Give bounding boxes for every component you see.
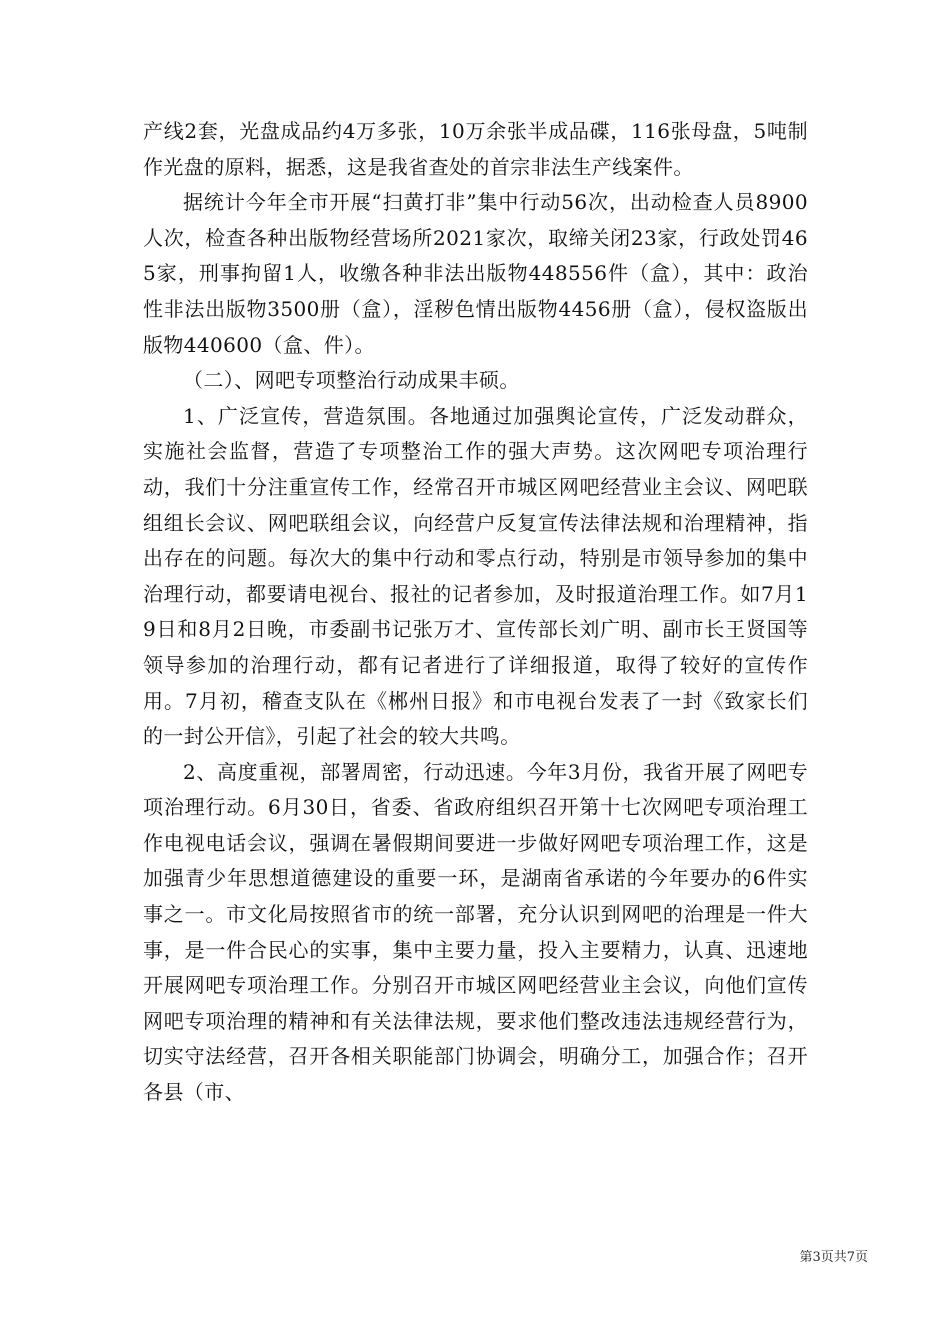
section-heading: （二）、网吧专项整治行动成果丰硕。 (183, 368, 520, 393)
paragraph-continued: 产线2套，光盘成品约4万多张，10万余张半成品碟，116张母盘，5吨制作光盘的原料，据悉，这是我省查处的首宗非法生产线案件。 (143, 119, 808, 179)
document-body (143, 114, 808, 1111)
paragraph-publicity: 1、广泛宣传，营造氛围。各地通过加强舆论宣传，广泛发动群众，实施社会监督，营造了专项整治工作的强大声势。这次网吧专项治理行动，我们十分注重宣传工作，经常召开市城区网吧经营业主会议、网吧联组组长会议、网吧联组会议，向经营户反复宣传法律法规和治理精神，指出存在的问题。每次大的集中行动和零点行动，特别是市领导参加的集中治理行动，都要请电视台、报社的记者参加，及时报道治理工作。如7月19日和8月2日晚，市委副书记张万才、宣传部长刘广明、副市长王贤国等领导参加的治理行动，都有记者进行了详细报道，取得了较好的宣传作用。7月初，稽查支队在《郴州日报》和市电视台发表了一封《致家长们的一封公开信》，引起了社会的较大共鸣。 (143, 403, 808, 749)
paragraph-statistics: 据统计今年全市开展“扫黄打非”集中行动56次，出动检查人员8900人次，检查各种出版物经营场所2021家次，取缔关闭23家，行政处罚465家，刑事拘留1人，收缴各种非法出版物448556件（盒），其中：政治性非法出版物3500册（盒），淫秽色情出版物4456册（盒），侵权盗版出版物440600（盒、件）。 (143, 190, 808, 357)
page-number-footer: 第3页共7页 (799, 1250, 868, 1265)
paragraph-deployment: 2、高度重视，部署周密，行动迅速。今年3月份，我省开展了网吧专项治理行动。6月30日，省委、省政府组织召开第十七次网吧专项治理工作电视电话会议，强调在暑假期间要进一步做好网吧专项治理工作，这是加强青少年思想道德建设的重要一环，是湖南省承诺的今年要办的6件实事之一。市文化局按照省市的统一部署，充分认识到网吧的治理是一件大事，是一件合民心的实事，集中主要力量，投入主要精力，认真、迅速地开展网吧专项治理工作。分别召开市城区网吧经营业主会议，向他们宣传网吧专项治理的精神和有关法律法规，要求他们整改违法违规经营行为，切实守法经营，召开各相关职能部门协调会，明确分工，加强合作；召开各县（市、 (143, 759, 808, 1105)
